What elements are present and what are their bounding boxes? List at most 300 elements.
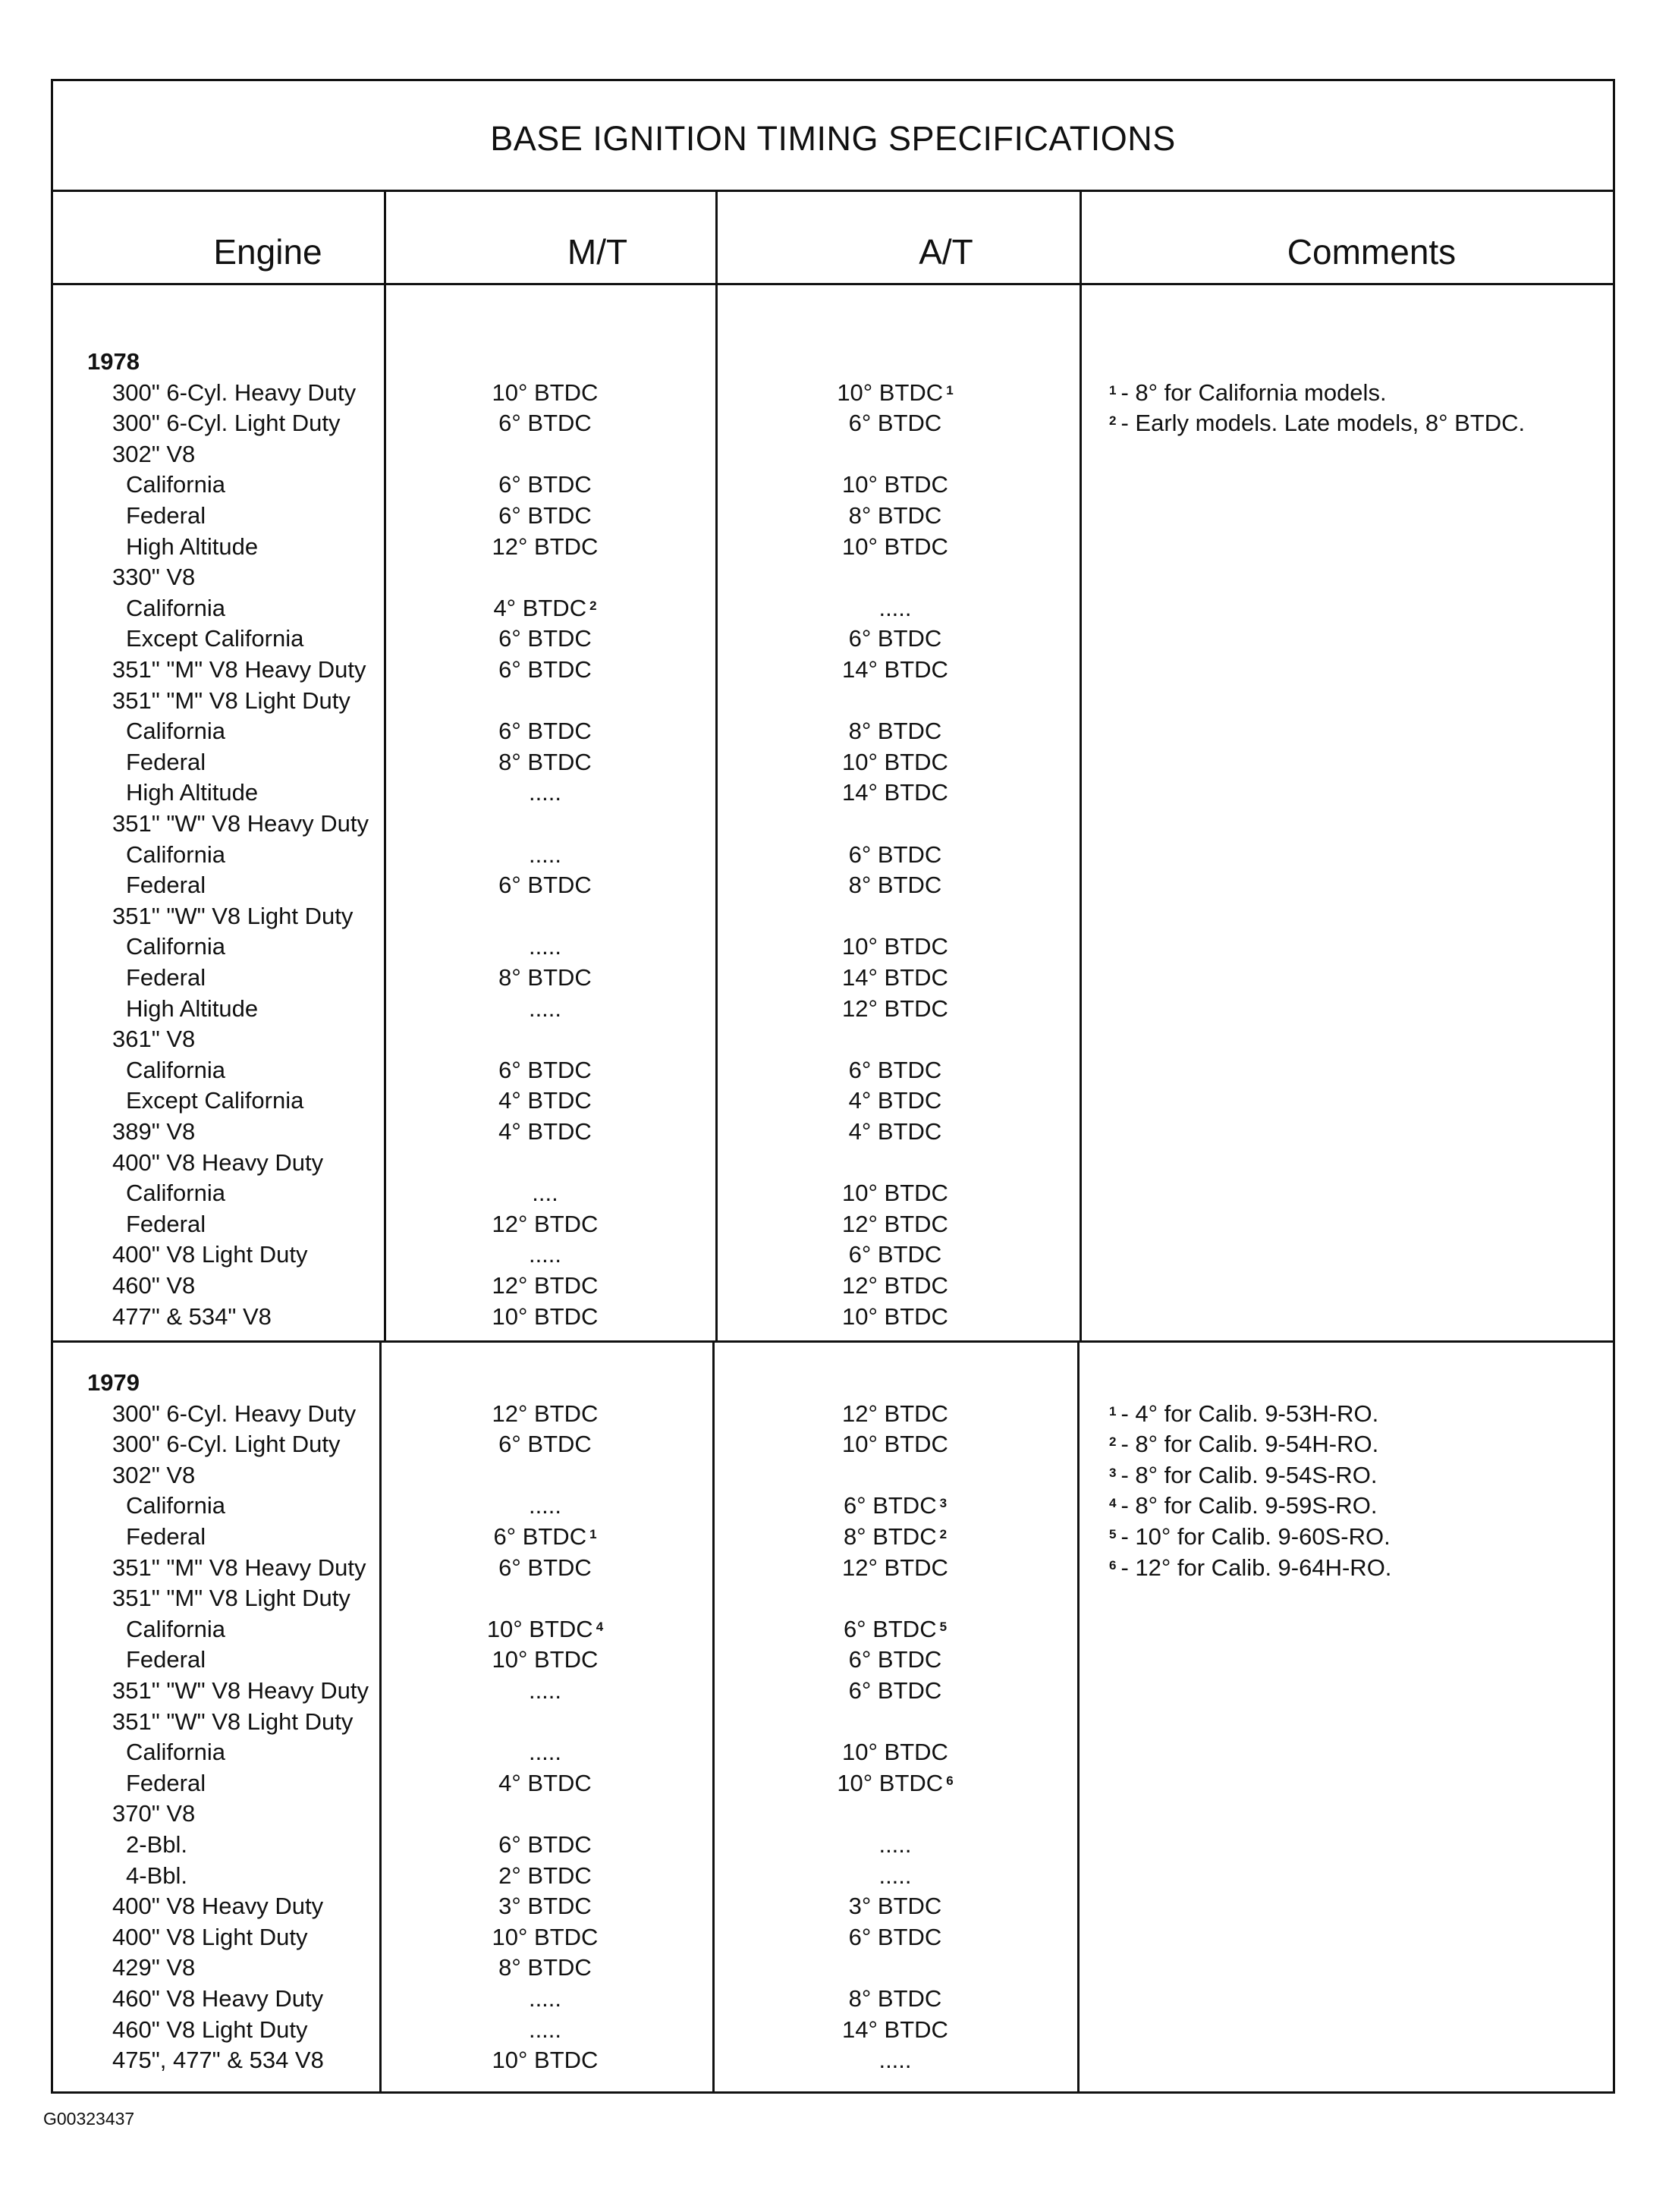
at-cell [712,1271,1078,1301]
at-value: 14° BTDC [842,656,948,683]
engine-cell: 389" V8 [112,1118,196,1145]
table-row [53,1953,1613,1983]
comment-note [1109,1429,1378,1459]
engine-cell: 330" V8 [112,564,196,591]
at-value: 12° BTDC [842,1554,948,1581]
at-cell [712,501,1078,531]
at-cell [712,747,1078,778]
at-value: 10° BTDC [842,933,948,960]
comment-text: - 4° for Calib. 9-53H-RO. [1120,1400,1379,1427]
comment-note [1109,1491,1377,1521]
at-value: 14° BTDC [842,2016,948,2043]
at-value: 10° BTDC [842,1180,948,1207]
mt-cell [380,1953,710,1983]
at-cell [712,2045,1078,2075]
section-divider [53,1340,1613,1343]
table-row [53,1583,1613,1613]
mt-cell [380,994,710,1024]
mt-value: 6° BTDC [498,471,592,498]
comment-note [1109,1522,1391,1552]
table-row [53,1209,1613,1240]
comment-line [53,378,1613,408]
at-cell [712,1676,1078,1706]
engine-cell: California [126,840,225,868]
table-row [53,1707,1613,1737]
engine-cell: 460" V8 Heavy Duty [112,1985,324,2012]
comment-line [53,1429,1613,1459]
engine-cell: California [126,1056,225,1083]
mt-cell [380,1178,710,1208]
comment-note [1109,408,1525,438]
at-value: 8° BTDC [848,872,942,899]
comment-text: - 8° for Calib. 9-54S-RO. [1120,1461,1378,1488]
engine-cell: California [126,471,225,498]
mt-value: 8° BTDC [498,748,592,775]
mt-cell [380,470,710,500]
at-value: 10° BTDC [837,1769,944,1796]
mt-cell [380,655,710,685]
table-row [53,593,1613,624]
mt-cell [380,2045,710,2075]
at-value: 12° BTDC [842,1210,948,1237]
table-row [53,1799,1613,1829]
engine-cell: California [126,933,225,960]
engine-cell: 351" "M" V8 Light Duty [112,687,350,714]
table-title: BASE IGNITION TIMING SPECIFICATIONS [490,119,1176,158]
mt-value: 6° BTDC [498,872,592,899]
at-cell [712,1240,1078,1270]
mt-value: 8° BTDC [498,1954,592,1981]
comment-line [53,408,1613,438]
at-cell [712,1209,1078,1240]
at-value: 8° BTDC [848,718,942,745]
column-header-at: A/T [919,232,973,272]
at-value: 10° BTDC [842,471,948,498]
comment-text: - 8° for Calib. 9-54H-RO. [1120,1431,1379,1458]
mt-cell [380,870,710,900]
comment-marker: 3 [1109,1465,1117,1480]
at-value: ..... [878,1862,912,1889]
mt-cell [380,1302,710,1332]
at-cell [712,624,1078,654]
table-row [53,1830,1613,1860]
mt-cell [380,1768,710,1799]
mt-cell [380,1891,710,1921]
engine-cell: 400" V8 Heavy Duty [112,1893,324,1920]
column-header-mt: M/T [567,232,628,272]
column-header-comments: Comments [1287,232,1457,272]
mt-value: ..... [528,2016,562,2043]
mt-value: .... [532,1180,558,1207]
at-cell [712,532,1078,562]
at-cell [712,1302,1078,1332]
comment-line [53,1460,1613,1491]
table-row [53,901,1613,932]
mt-value: 10° BTDC [492,2047,599,2074]
at-value: 6° BTDC [848,1677,942,1704]
engine-cell: 300" 6-Cyl. Heavy Duty [112,379,357,406]
mt-value: 10° BTDC [492,1646,599,1673]
year-row [53,1368,1613,1398]
at-value: 10° BTDC [842,1739,948,1766]
mt-value: 6° BTDC [498,410,592,437]
mt-value: 12° BTDC [492,1272,599,1299]
comment-note [1109,1399,1378,1429]
table-row [53,1148,1613,1178]
engine-cell: 300" 6-Cyl. Light Duty [112,410,341,437]
mt-cell [380,1055,710,1086]
at-value: 12° BTDC [842,994,948,1022]
mt-value: 12° BTDC [492,1210,599,1237]
comment-marker: 4 [1109,1496,1117,1511]
at-cell [712,470,1078,500]
engine-cell: Federal [126,1210,206,1237]
mt-cell [380,1117,710,1147]
year-label: 1979 [87,1369,140,1396]
mt-value: 6° BTDC [498,625,592,652]
at-value: 12° BTDC [842,1400,948,1427]
table-row [53,1891,1613,1921]
mt-value: 6° BTDC [498,656,592,683]
mt-cell [380,1240,710,1270]
at-value: ..... [878,1831,912,1858]
mt-value: 10° BTDC [486,1615,593,1642]
at-value: ..... [878,594,912,621]
mt-value: 4° BTDC [498,1087,592,1114]
mt-cell [380,716,710,746]
comment-text: - 8° for Calib. 9-59S-RO. [1120,1492,1378,1519]
at-cell [712,778,1078,808]
at-cell [712,1922,1078,1953]
table-row [53,439,1613,470]
engine-cell: 361" V8 [112,1026,196,1053]
table-row [53,1645,1613,1675]
engine-cell: California [126,1615,225,1642]
engine-cell: Federal [126,1523,206,1550]
timing-spec-table [51,79,1615,2094]
mt-value: 10° BTDC [492,1923,599,1950]
table-row [53,1861,1613,1891]
engine-cell: 475", 477" & 534 V8 [112,2047,324,2074]
at-value: 6° BTDC [848,1056,942,1083]
engine-cell: 429" V8 [112,1954,196,1981]
year-label: 1978 [87,348,140,375]
mt-value: ..... [528,779,562,806]
mt-value: ..... [528,1739,562,1766]
table-row [53,1178,1613,1208]
comment-text: - 10° for Calib. 9-60S-RO. [1120,1523,1391,1550]
mt-value: 4° BTDC [498,1769,592,1796]
table-row [53,1055,1613,1086]
at-cell [712,1055,1078,1086]
mt-value: 12° BTDC [492,533,599,560]
table-row [53,778,1613,808]
mt-cell [380,963,710,993]
engine-cell: 351" "W" V8 Light Duty [112,902,354,929]
engine-cell: California [126,1739,225,1766]
comment-line [53,1522,1613,1552]
table-row [53,1922,1613,1953]
at-cell [712,994,1078,1024]
at-cell [712,655,1078,685]
mt-value: 2° BTDC [498,1862,592,1889]
comment-text: - 12° for Calib. 9-64H-RO. [1120,1554,1392,1581]
table-row [53,686,1613,716]
at-cell [712,1178,1078,1208]
at-cell [712,2015,1078,2045]
engine-cell: Federal [126,872,206,899]
mt-cell [380,840,710,870]
engine-cell: 400" V8 Light Duty [112,1923,308,1950]
mt-value: 6° BTDC [498,1554,592,1581]
comment-text: - Early models. Late models, 8° BTDC. [1120,410,1526,437]
at-cell [712,1830,1078,1860]
engine-cell: 351" "W" V8 Heavy Duty [112,810,369,837]
year-row [53,347,1613,377]
at-value: 3° BTDC [848,1893,942,1920]
at-value: 6° BTDC [848,1241,942,1268]
engine-cell: 351" "M" V8 Heavy Duty [112,1554,366,1581]
footnote-marker: 1 [946,382,954,397]
engine-cell: 477" & 534" V8 [112,1302,272,1330]
comment-note [1109,1460,1377,1491]
engine-cell: 302" V8 [112,440,196,467]
mt-cell [380,1645,710,1675]
engine-cell: Federal [126,964,206,991]
engine-cell: 400" V8 Light Duty [112,1241,308,1268]
table-row [53,624,1613,654]
comment-marker: 2 [1109,413,1117,429]
at-value: 10° BTDC [837,379,944,406]
at-cell [712,1891,1078,1921]
mt-value: 6° BTDC [498,1431,592,1458]
table-row [53,963,1613,993]
at-cell [712,932,1078,962]
mt-cell [380,532,710,562]
table-row [53,747,1613,778]
table-row [53,994,1613,1024]
engine-cell: Federal [126,748,206,775]
engine-cell: High Altitude [126,779,259,806]
mt-cell [380,1922,710,1953]
at-value: 10° BTDC [842,748,948,775]
engine-cell: 2-Bbl. [126,1831,187,1858]
engine-cell: Except California [126,625,304,652]
engine-cell: High Altitude [126,994,259,1022]
engine-cell: California [126,718,225,745]
table-row [53,716,1613,746]
mt-cell [380,747,710,778]
comment-marker: 1 [1109,1403,1117,1419]
mt-value: ..... [528,1492,562,1519]
mt-cell [380,1271,710,1301]
at-cell [712,963,1078,993]
mt-value: 8° BTDC [498,964,592,991]
table-row [53,562,1613,592]
at-cell [712,1645,1078,1675]
mt-cell [380,1984,710,2014]
mt-cell [380,624,710,654]
at-cell [712,1614,1078,1645]
mt-value: ..... [528,840,562,868]
footnote-marker: 2 [939,1527,948,1541]
footnote-marker: 2 [589,598,597,613]
mt-cell [380,2015,710,2045]
engine-cell: 370" V8 [112,1800,196,1827]
header-divider [53,283,1613,285]
table-row [53,1086,1613,1116]
comment-line [53,1491,1613,1521]
at-value: 4° BTDC [848,1118,942,1145]
comment-marker: 2 [1109,1434,1117,1450]
at-cell [712,870,1078,900]
engine-cell: 351" "W" V8 Heavy Duty [112,1677,369,1704]
comment-line [53,1399,1613,1429]
comment-marker: 5 [1109,1527,1117,1541]
mt-cell [380,1209,710,1240]
table-row [53,655,1613,685]
mt-value: 6° BTDC [498,1831,592,1858]
table-row [53,809,1613,839]
mt-value: ..... [528,1677,562,1704]
table-row [53,501,1613,531]
column-header-engine: Engine [213,232,322,272]
mt-value: 12° BTDC [492,1400,599,1427]
mt-value: 4° BTDC [498,1118,592,1145]
mt-cell [380,1614,710,1645]
table-row [53,1117,1613,1147]
comment-marker: 6 [1109,1557,1117,1573]
mt-value: 10° BTDC [492,1302,599,1330]
table-row [53,1302,1613,1332]
table-row [53,1240,1613,1270]
engine-cell: 302" V8 [112,1461,196,1488]
engine-cell: 351" "M" V8 Heavy Duty [112,656,366,683]
mt-value: 10° BTDC [492,379,599,406]
mt-value: 3° BTDC [498,1893,592,1920]
mt-cell [380,501,710,531]
table-row [53,1614,1613,1645]
comment-text: - 8° for California models. [1120,379,1387,406]
at-cell [712,840,1078,870]
at-value: 6° BTDC [848,1923,942,1950]
at-value: 8° BTDC [848,502,942,529]
mt-cell [380,1086,710,1116]
figure-id: G00323437 [43,2109,135,2129]
comment-marker: 1 [1109,382,1117,397]
engine-cell: 351" "W" V8 Light Duty [112,1708,354,1735]
engine-cell: 460" V8 [112,1272,196,1299]
at-value: 8° BTDC [843,1523,937,1550]
table-row [53,1984,1613,2014]
at-value: 6° BTDC [848,840,942,868]
table-row [53,2045,1613,2075]
engine-cell: Except California [126,1087,304,1114]
at-cell [712,1768,1078,1799]
at-value: 8° BTDC [848,1985,942,2012]
engine-cell: California [126,1180,225,1207]
engine-cell: California [126,1492,225,1519]
table-row [53,532,1613,562]
mt-value: 6° BTDC [498,1056,592,1083]
at-value: 10° BTDC [842,533,948,560]
engine-cell: 300" 6-Cyl. Heavy Duty [112,1400,357,1427]
engine-cell: 4-Bbl. [126,1862,187,1889]
at-value: 6° BTDC [848,625,942,652]
at-value: ..... [878,2047,912,2074]
comment-line [53,1553,1613,1583]
table-row [53,1676,1613,1706]
at-value: 6° BTDC [843,1615,937,1642]
at-value: 6° BTDC [843,1492,937,1519]
at-cell [712,1984,1078,2014]
footnote-marker: 5 [939,1619,948,1634]
mt-cell [380,932,710,962]
at-cell [712,1861,1078,1891]
mt-cell [380,1676,710,1706]
at-value: 14° BTDC [842,779,948,806]
at-value: 4° BTDC [848,1087,942,1114]
at-value: 10° BTDC [842,1302,948,1330]
title-divider [53,190,1613,192]
at-value: 14° BTDC [842,964,948,991]
engine-cell: 351" "M" V8 Light Duty [112,1585,350,1612]
mt-value: 6° BTDC [498,502,592,529]
engine-cell: Federal [126,502,206,529]
mt-value: ..... [528,933,562,960]
at-value: 6° BTDC [848,410,942,437]
engine-cell: High Altitude [126,533,259,560]
mt-cell [380,593,710,624]
mt-value: 6° BTDC [498,718,592,745]
mt-value: ..... [528,1241,562,1268]
table-row [53,1768,1613,1799]
footnote-marker: 6 [946,1773,954,1788]
mt-value: ..... [528,994,562,1022]
footnote-marker: 3 [939,1496,948,1511]
at-cell [712,1117,1078,1147]
engine-cell: California [126,594,225,621]
at-cell [712,1086,1078,1116]
table-row [53,870,1613,900]
at-cell [712,716,1078,746]
at-cell [712,593,1078,624]
table-row [53,2015,1613,2045]
table-row [53,470,1613,500]
at-cell [712,1737,1078,1767]
mt-cell [380,1861,710,1891]
footnote-marker: 4 [596,1619,604,1634]
comment-note [1109,1553,1391,1583]
at-value: 12° BTDC [842,1272,948,1299]
mt-value: 4° BTDC [493,594,587,621]
engine-cell: 300" 6-Cyl. Light Duty [112,1431,341,1458]
table-row [53,840,1613,870]
table-row [53,1271,1613,1301]
table-row [53,1737,1613,1767]
mt-value: 6° BTDC [493,1523,587,1550]
comment-note [1109,378,1387,408]
engine-cell: 460" V8 Light Duty [112,2016,308,2043]
mt-cell [380,1830,710,1860]
mt-value: ..... [528,1985,562,2012]
footnote-marker: 1 [589,1527,597,1541]
engine-cell: Federal [126,1769,206,1796]
table-row [53,1024,1613,1054]
engine-cell: 400" V8 Heavy Duty [112,1148,324,1176]
mt-cell [380,778,710,808]
at-value: 6° BTDC [848,1646,942,1673]
